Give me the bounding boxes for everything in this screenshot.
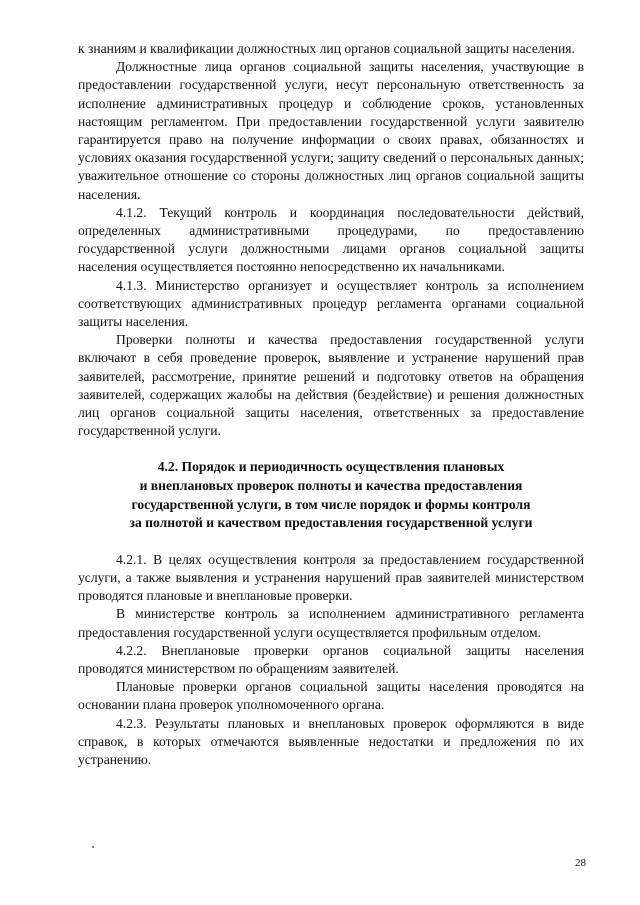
paragraph-4-1-2: 4.1.2. Текущий контроль и координация последовательности действий, определенных административными процедурами, по предоставлению государственной услуги должностными лицами органов социальной защиты населения осуществляется постоянно непосредственно их начальниками. — [78, 204, 584, 275]
paragraph-4-1-3: 4.1.3. Министерство организует и осуществляет контроль за исполнением соответствующих административных процедур регламента органами социальной защиты населения. — [78, 277, 584, 330]
heading-line: государственной услуги, в том числе порядок и формы контроля — [131, 496, 531, 512]
paragraph-continuation: к знаниям и квалификации должностных лиц органов социальной защиты населения. — [78, 41, 575, 56]
paragraph-4-2-1: 4.2.1. В целях осуществления контроля за предоставлением государственной услуги, а также выявления и устранения нарушений прав заявителей министерством проводятся плановые и внеплановые проверки. — [78, 551, 584, 604]
paragraph-planned-checks: Плановые проверки органов социальной защиты населения проводятся на основании плана проверок уполномоченного органа. — [78, 679, 584, 713]
heading-line: за полнотой и качеством предоставления государственной услуги — [129, 515, 533, 531]
paragraph-responsibility: Должностные лица органов социальной защиты населения, участвующие в предоставлении государственной услуги, несут персональную ответственность за исполнение административных процедур и соблюдение сроков, установленных настоящим регламентом. При предоставлении государственной услуги заявителю гарантируется право на получение информации о своих правах, обязанностях и условиях оказания государственной услуги; защиту сведений о персональных данных; уважительное отношение со стороны должностных лиц органов социальной защиты населения. — [78, 59, 584, 202]
page-number: 28 — [575, 857, 586, 869]
paragraph-ministry-control: В министерстве контроль за исполнением административного регламента предоставления государственной услуги осуществляется профильным отделом. — [78, 606, 584, 640]
heading-line: 4.2. Порядок и периодичность осуществления плановых — [157, 459, 505, 475]
paragraph-checks: Проверки полноты и качества предоставления государственной услуги включают в себя проведение проверок, выявление и устранение нарушений прав заявителей, рассмотрение, принятие решений и подготовку ответов на обращения заявителей, содержащих жалобы на действия (бездействие) и решения должностных лиц органов социальной защиты населения, ответственных за предоставление государственной услуги. — [78, 332, 584, 439]
page-body — [78, 40, 584, 769]
scan-speck — [92, 846, 94, 848]
paragraph-4-2-2: 4.2.2. Внеплановые проверки органов социальной защиты населения проводятся министерством по обращениям заявителей. — [78, 642, 584, 677]
heading-line: и внеплановых проверок полноты и качества предоставления — [139, 478, 523, 494]
section-heading-4-2 — [78, 458, 584, 532]
paragraph-4-2-3: 4.2.3. Результаты плановых и внеплановых проверок оформляются в виде справок, в которых отмечаются выявленные недостатки и предложения по их устранению. — [78, 715, 584, 768]
